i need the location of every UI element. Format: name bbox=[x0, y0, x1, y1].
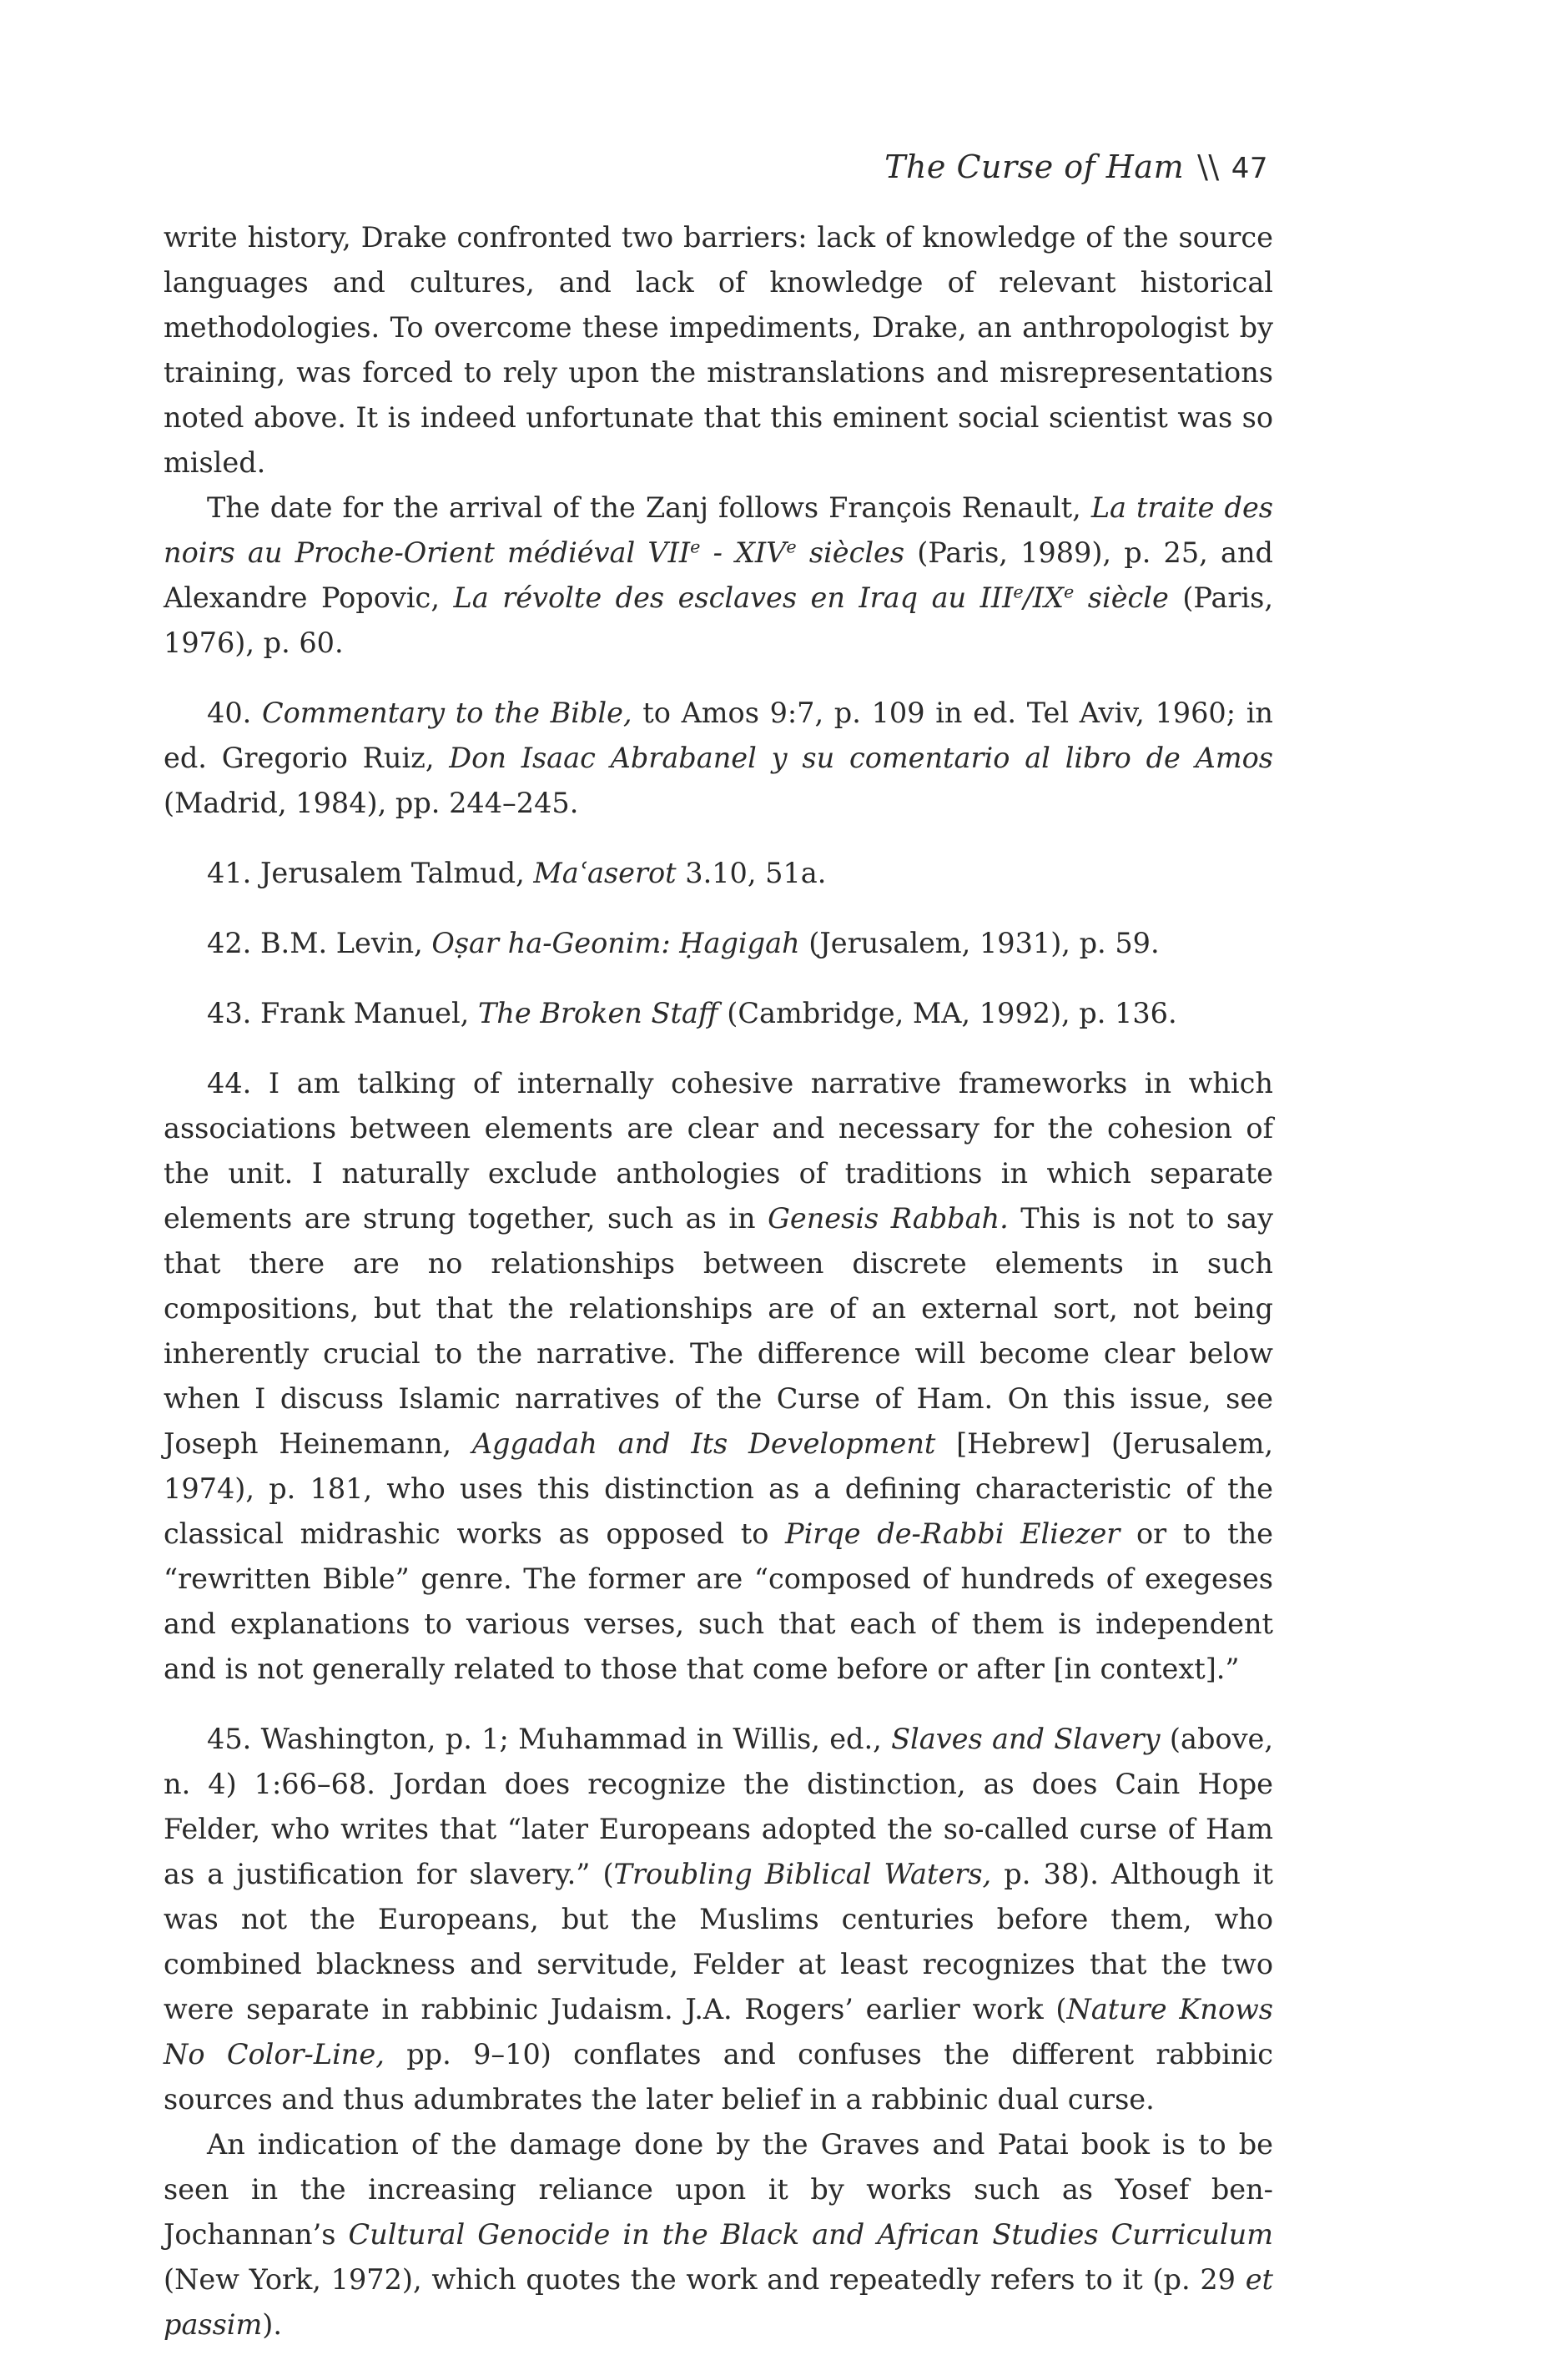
text-run: ). bbox=[262, 2308, 282, 2341]
text-run: (above, n. 4) 1:66–68. Jordan does recognize the distinction, as does Cain Hope Felder, who writes that “later Europeans adopted the so-called curse of Ham as a justification for slavery.” ( bbox=[164, 1723, 1273, 1890]
text-run: to Amos 9:7, p. 109 in ed. Tel Aviv, 1960; in ed. Gregorio Ruiz, bbox=[164, 697, 1273, 774]
title-italic: Oṣar ha-Geonim: Ḥagigah bbox=[431, 927, 800, 959]
title-italic: Don Isaac Abrabanel y su comentario al libro de Amos bbox=[449, 742, 1273, 774]
text-run: (New York, 1972), which quotes the work and repeatedly refers to it (p. 29 bbox=[164, 2263, 1246, 2296]
text-run: 3.10, 51a. bbox=[676, 857, 827, 889]
title-italic: Aggadah and Its Development bbox=[471, 1427, 936, 1460]
title-italic: Maʿaserot bbox=[533, 857, 677, 889]
text-run: I am talking of internally cohesive narrative frameworks in which associations between elements are clear and necessary for the cohesion of the unit. I naturally exclude anthologies of traditions in which separate elements are strung together, such as in bbox=[164, 1067, 1273, 1235]
note-number: 44. bbox=[207, 1067, 269, 1099]
text-run: Frank Manuel, bbox=[259, 997, 478, 1029]
running-head-separator: \\ bbox=[1197, 148, 1220, 185]
text-run: or to the “rewritten Bible” genre. The former are “composed of hundreds of exegeses and explanations to various verses, such that each of them is independent and is not generally related to those that come before or after [in context].” bbox=[164, 1517, 1274, 1685]
text-run: (Cambridge, MA, 1992), p. 136. bbox=[718, 997, 1177, 1029]
title-italic: La traite des noirs au Proche-Orient médiéval VII bbox=[164, 491, 1273, 569]
title-italic: Genesis Rabbah. bbox=[768, 1202, 1009, 1235]
paragraph-zanj bbox=[164, 486, 1273, 666]
text-run: (Jerusalem, 1931), p. 59. bbox=[799, 927, 1160, 959]
text-run: This is not to say that there are no relationships between discrete elements in such compositions, but that the relationships are of an external sort, not being inherently crucial to the narrative. The difference will become clear below when I discuss Islamic narratives of the Curse of Ham. On this issue, see Joseph Heinemann, bbox=[164, 1202, 1274, 1460]
text-run: pp. 9–10) conflates and confuses the different rabbinic sources and thus adumbrates the later belief in a rabbinic dual curse. bbox=[164, 2038, 1274, 2116]
text-run: p. 38). Although it was not the Europeans, but the Muslims centuries before them, who combined blackness and servitude, Felder at least recognizes that the two were separate in rabbinic Judaism. J.A. Rogers’ earlier work ( bbox=[164, 1858, 1273, 2025]
title-italic: The Broken Staff bbox=[477, 997, 718, 1029]
note-number: 40. bbox=[207, 697, 262, 729]
note-number: 45. bbox=[207, 1723, 261, 1755]
superscript: e bbox=[690, 536, 701, 557]
title-italic: La révolte des esclaves en Iraq au III bbox=[453, 581, 1014, 614]
superscript: e bbox=[1064, 581, 1075, 602]
text-run: write history, Drake confronted two barriers: lack of knowledge of the source languages and cultures, and lack of knowledge of relevant historical methodologies. To overcome these impediments, Drake, an anthropologist by training, was forced to rely upon the mistranslations and misrepresentations noted above. It is indeed unfortunate that this eminent social scientist was so misled. bbox=[164, 221, 1273, 479]
note-43 bbox=[164, 991, 1273, 1036]
title-italic: Commentary to the Bible, bbox=[261, 697, 632, 729]
text-run: Jerusalem Talmud, bbox=[259, 857, 534, 889]
note-45 bbox=[164, 1717, 1273, 2122]
text-run: The date for the arrival of the Zanj follows François Renault, bbox=[207, 491, 1091, 524]
note-number: 43. bbox=[207, 997, 260, 1029]
text-run: B.M. Levin, bbox=[259, 927, 432, 959]
text-run: An indication of the damage done by the Graves and Patai book is to be seen in the increasing reliance upon it by works such as Yosef ben-Jochannan’s bbox=[164, 2128, 1273, 2251]
page-body bbox=[164, 215, 1273, 2347]
note-number: 41. bbox=[207, 857, 260, 889]
note-44 bbox=[164, 1061, 1273, 1692]
running-head bbox=[884, 148, 1268, 185]
title-italic: Nature Knows No Color-Line, bbox=[164, 1993, 1274, 2071]
text-run: Washington, p. 1; Muhammad in Willis, ed., bbox=[260, 1723, 892, 1755]
superscript: e bbox=[1013, 581, 1024, 602]
title-italic: Slaves and Slavery bbox=[891, 1723, 1161, 1755]
text-run: (Paris, 1989), p. 25, and Alexandre Popovic, bbox=[164, 536, 1273, 614]
title-italic: Cultural Genocide in the Black and African Studies Curriculum bbox=[348, 2218, 1273, 2251]
title-italic: siècle bbox=[1074, 581, 1169, 614]
superscript: e bbox=[786, 536, 797, 557]
title-italic: Troubling Biblical Waters, bbox=[613, 1858, 992, 1890]
title-italic: - XIV bbox=[700, 536, 787, 569]
paragraph-graves-patai bbox=[164, 2122, 1273, 2347]
note-41 bbox=[164, 851, 1273, 896]
page-number: 47 bbox=[1231, 152, 1268, 185]
title-italic: /IX bbox=[1023, 581, 1064, 614]
title-italic: et passim bbox=[164, 2263, 1273, 2341]
title-italic: siècles bbox=[796, 536, 905, 569]
note-40 bbox=[164, 691, 1273, 826]
continuation-paragraph bbox=[164, 215, 1273, 486]
note-42 bbox=[164, 921, 1273, 966]
text-run: [Hebrew] (Jerusalem, 1974), p. 181, who uses this distinction as a defining characteristic of the classical midrashic works as opposed to bbox=[164, 1427, 1274, 1550]
title-italic: Pirqe de-Rabbi Eliezer bbox=[785, 1517, 1120, 1550]
text-run: (Paris, 1976), p. 60. bbox=[164, 581, 1273, 659]
text-run: (Madrid, 1984), pp. 244–245. bbox=[164, 787, 579, 819]
running-title: The Curse of Ham bbox=[884, 148, 1185, 185]
note-number: 42. bbox=[207, 927, 260, 959]
